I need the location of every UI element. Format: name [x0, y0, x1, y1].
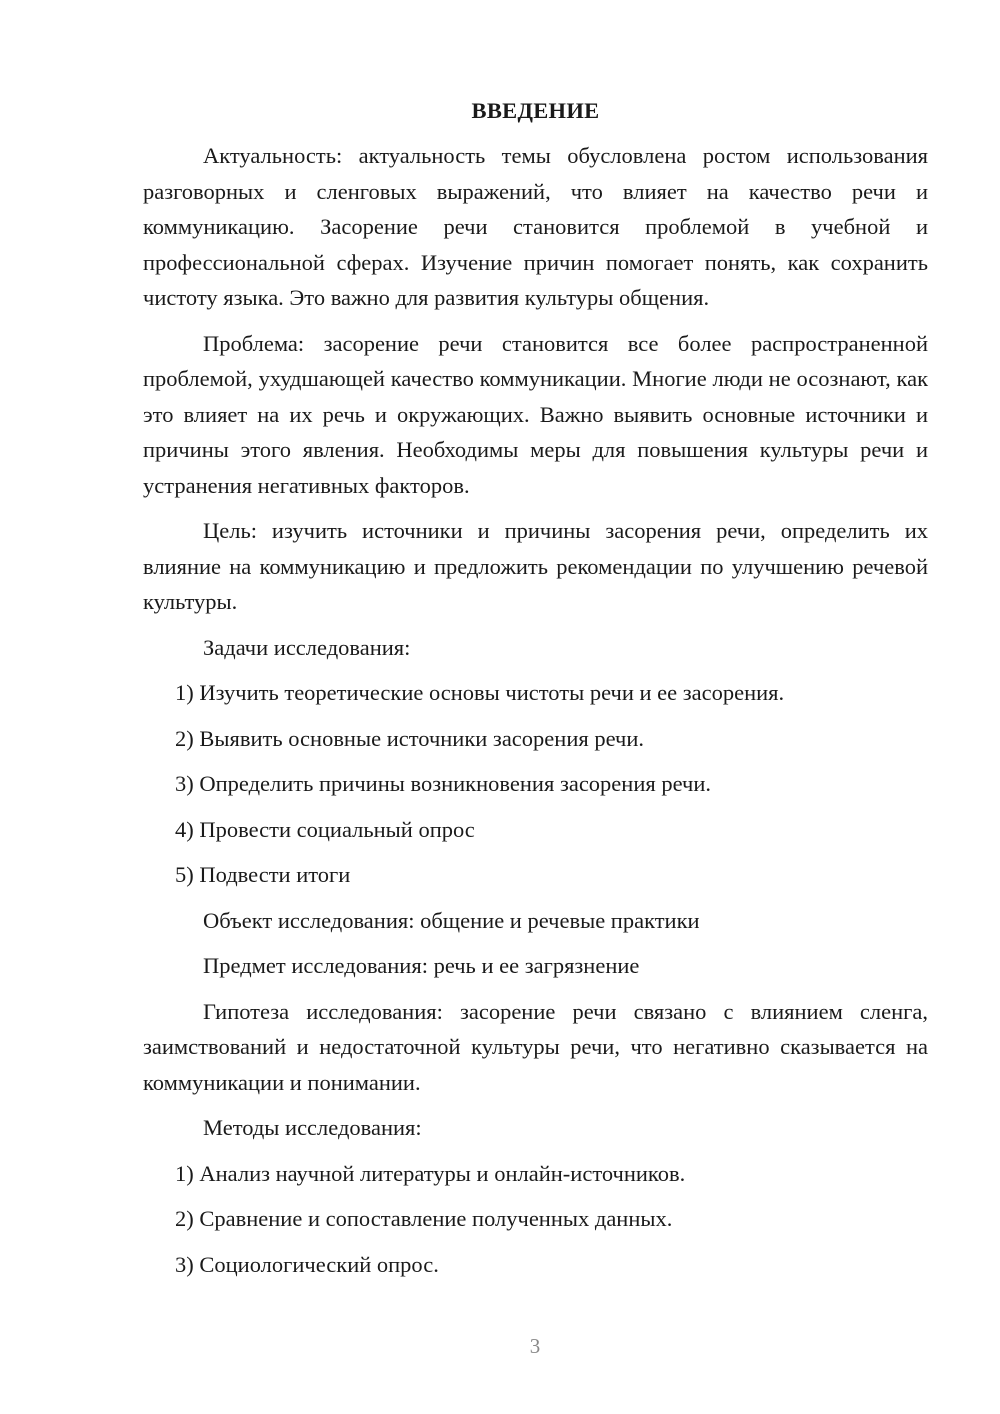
page-number: 3 [529, 1334, 541, 1358]
methods-heading: Методы исследования: [203, 1115, 422, 1140]
goal-paragraph: Цель: изучить источники и причины засорения речи, определить их влияние на коммуникацию и предложить рекомендации по улучшению речевой культуры. [143, 518, 928, 614]
task-item: 4) Провести социальный опрос [175, 816, 475, 842]
tasks-heading: Задачи исследования: [203, 634, 411, 660]
hypothesis-paragraph: Гипотеза исследования: засорение речи связано с влиянием сленга, заимствований и недостаточной культуры речи, что негативно сказывается на коммуникации и понимании. [143, 998, 928, 1095]
task-item: 2) Выявить основные источники засорения речи. [175, 725, 644, 751]
problem-paragraph: Проблема: засорение речи становится все более распространенной проблемой, ухудшающей качество коммуникации. Многие люди не осознают, как это влияет на их речь и окружающих. Важно выявить основные источники и причины этого явления. Необходимы меры для повышения культуры речи и устранения негативных факторов. [143, 330, 928, 498]
object-paragraph: Объект исследования: общение и речевые практики [203, 907, 700, 933]
section-title: ВВЕДЕНИЕ [471, 98, 600, 123]
method-item: 2) Сравнение и сопоставление полученных данных. [175, 1206, 673, 1231]
subject-paragraph: Предмет исследования: речь и ее загрязнение [203, 953, 640, 978]
task-item: 3) Определить причины возникновения засорения речи. [175, 771, 712, 796]
relevance-paragraph: Актуальность: актуальность темы обусловлена ростом использования разговорных и сленговых выражений, что влияет на качество речи и коммуникацию. Засорение речи становится проблемой в учебной и профессиональной сферах. Изучение причин помогает понять, как сохранить чистоту языка. Это важно для развития культуры общения. [143, 143, 928, 310]
document-page [143, 96, 928, 1292]
task-item: 1) Изучить теоретические основы чистоты речи и ее засорения. [175, 680, 785, 705]
method-item: 3) Социологический опрос. [175, 1251, 439, 1277]
task-item: 5) Подвести итоги [175, 862, 351, 887]
method-item: 1) Анализ научной литературы и онлайн-источников. [175, 1160, 686, 1186]
